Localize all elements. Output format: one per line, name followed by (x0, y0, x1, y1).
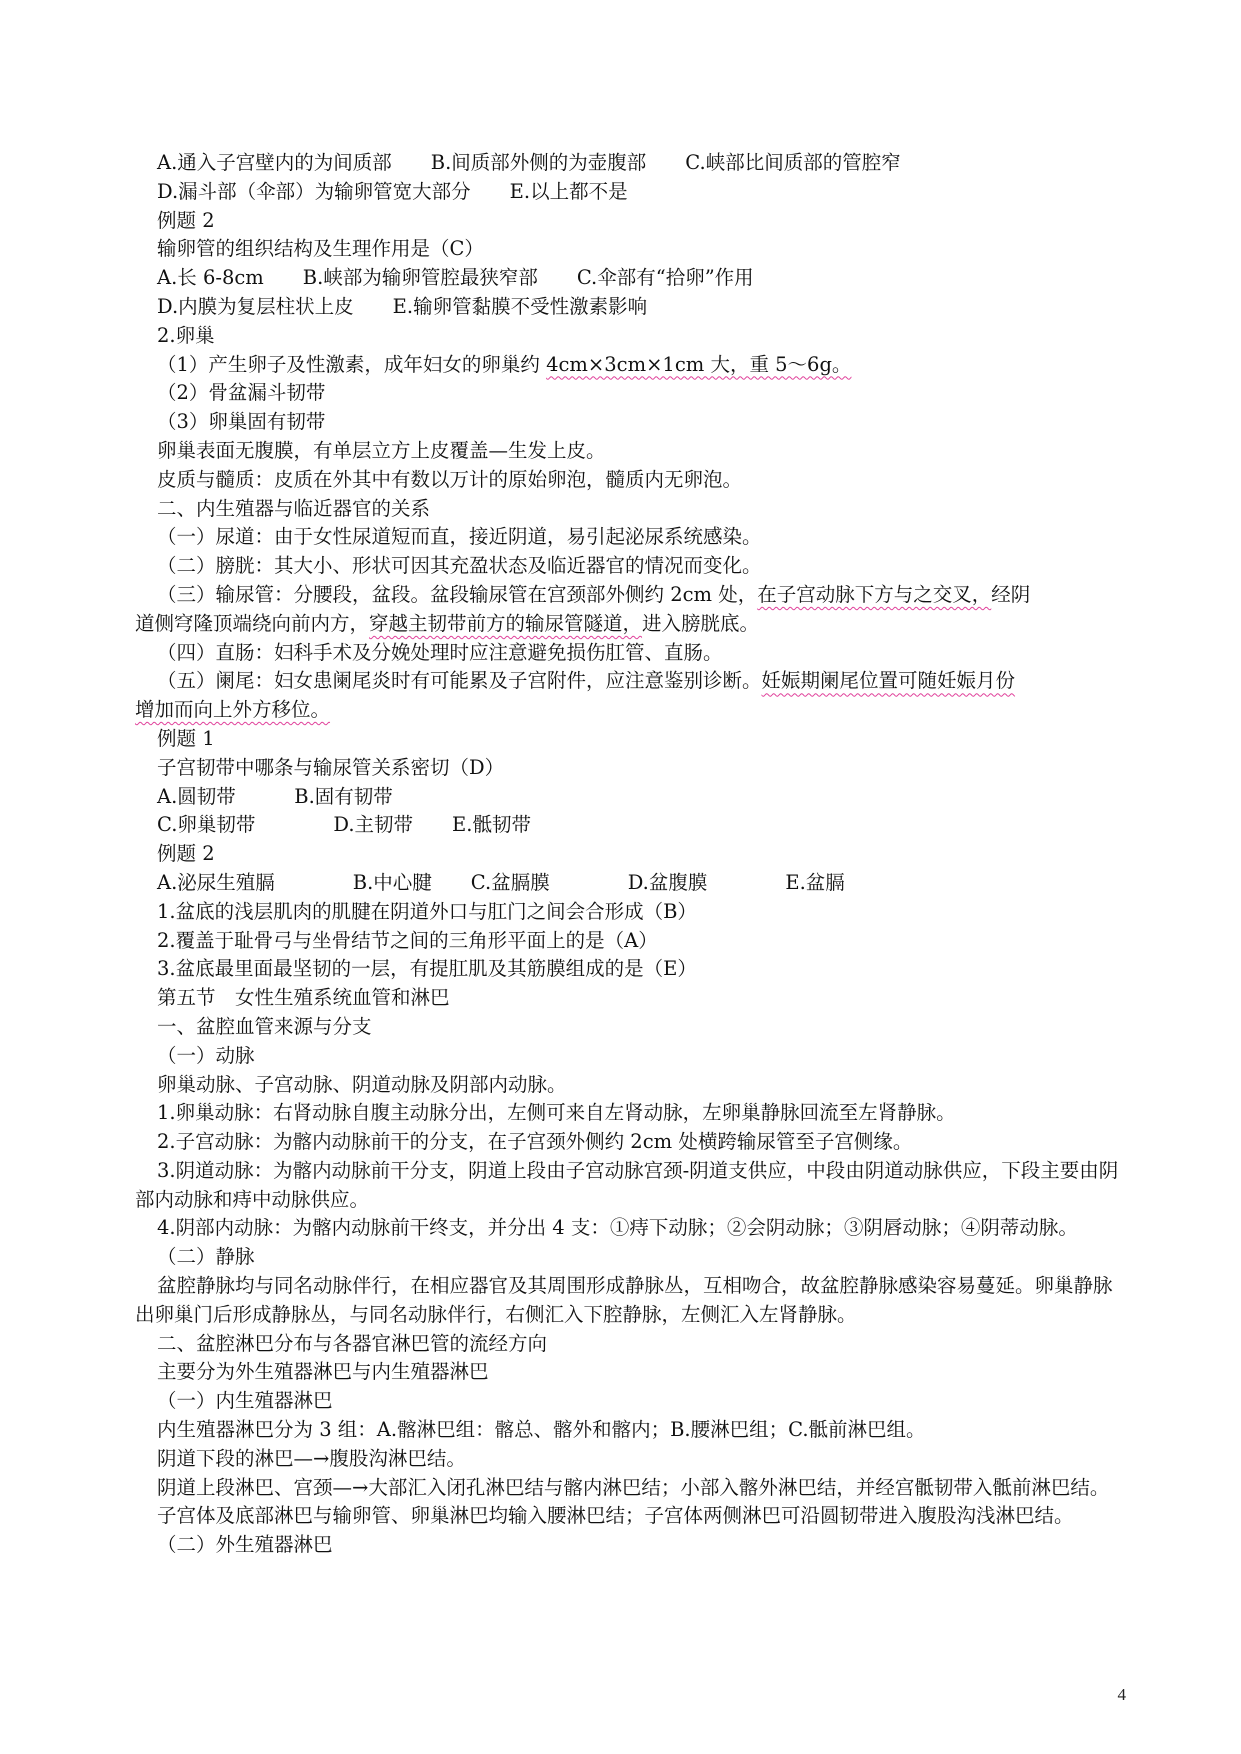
text-line: （2）骨盆漏斗韧带 (157, 381, 326, 405)
text-line: 1.卵巢动脉：右肾动脉自腹主动脉分出，左侧可来自左肾动脉，左卵巢静脉回流至左肾静脉。 (157, 1101, 956, 1125)
text-span: （五）阑尾：妇女患阑尾炎时有可能累及子宫附件，应注意鉴别诊断。 (157, 669, 762, 693)
text-line: 卵巢表面无腹膜，有单层立方上皮覆盖—生发上皮。 (157, 438, 606, 462)
section-heading: （一）动脉 (157, 1043, 255, 1067)
text-span: （1）产生卵子及性激素，成年妇女的卵巢约 (157, 352, 547, 376)
section-heading: 2.卵巢 (157, 323, 215, 347)
paragraph: 子宫体及底部淋巴与输卵管、卵巢淋巴均输入腰淋巴结；子宫体两侧淋巴可沿圆韧带进入腹股沟浅淋巴结。 (157, 1504, 1074, 1528)
text-line (135, 610, 1125, 639)
highlighted-text: 穿越主韧带前方的输尿管隧道， (369, 611, 643, 635)
question-text: 2.覆盖于耻骨弓与坐骨结节之间的三角形平面上的是（A） (157, 928, 658, 952)
example-heading: 例题 2 (157, 208, 215, 232)
text-line: A.泌尿生殖膈 B.中心腱 C.盆膈膜 D.盆腹膜 E.盆膈 (157, 870, 845, 894)
text-line: 主要分为外生殖器淋巴与内生殖器淋巴 (157, 1360, 489, 1384)
section-heading: 第五节 女性生殖系统血管和淋巴 (157, 986, 450, 1010)
highlighted-text: 4cm×3cm×1cm 大，重 5～6g。 (546, 352, 852, 376)
paragraph: 3.阴道动脉：为髂内动脉前干分支，阴道上段由子宫动脉宫颈-阴道支供应，中段由阴道动脉供应，下段主要由阴部内动脉和痔中动脉供应。 (135, 1158, 1119, 1211)
highlighted-text: 增加而向上外方移位。 (135, 698, 331, 722)
example-heading: 例题 2 (157, 842, 215, 866)
highlighted-text: 在子宫动脉下方与之交叉， (757, 582, 992, 606)
text-line: D.漏斗部（伞部）为输卵管宽大部分 E.以上都不是 (157, 179, 628, 203)
section-heading: （二）静脉 (157, 1245, 255, 1269)
paragraph: 盆腔静脉均与同名动脉伴行，在相应器官及其周围形成静脉丛，互相吻合，故盆腔静脉感染容易蔓延。卵巢静脉出卵巢门后形成静脉丛，与同名动脉伴行，右侧汇入下腔静脉，左侧汇入左肾静脉。 (135, 1274, 1113, 1326)
question-text: 3.盆底最里面最坚韧的一层，有提肛肌及其筋膜组成的是（E） (157, 957, 697, 981)
section-heading: 二、内生殖器与临近器官的关系 (157, 496, 431, 520)
text-line: 2.子宫动脉：为髂内动脉前干的分支，在子宫颈外侧约 2cm 处横跨输尿管至子宫侧缘。 (157, 1130, 913, 1154)
page-number: 4 (1117, 1685, 1126, 1704)
text-line (157, 667, 1125, 696)
text-line (135, 696, 1125, 725)
text-line: C.卵巢韧带 D.主韧带 E.骶韧带 (157, 813, 531, 837)
paragraph: 阴道上段淋巴、宫颈—→大部汇入闭孔淋巴结与髂内淋巴结；小部入髂外淋巴结，并经宫骶韧带入骶前淋巴结。 (157, 1475, 1110, 1499)
question-text: 子宫韧带中哪条与输尿管关系密切（D） (157, 755, 505, 779)
text-line: （四）直肠：妇科手术及分娩处理时应注意避免损伤肛管、直肠。 (157, 640, 723, 664)
paragraph: 4.阴部内动脉：为髂内动脉前干终支，并分出 4 支：①痔下动脉；②会阴动脉；③阴唇动脉；④阴蒂动脉。 (157, 1216, 1078, 1240)
text-line: （二）膀胱：其大小、形状可因其充盈状态及临近器官的情况而变化。 (157, 554, 762, 578)
question-text: 1.盆底的浅层肌肉的肌腱在阴道外口与肛门之间会合形成（B） (157, 899, 697, 923)
example-heading: 例题 1 (157, 726, 215, 750)
text-line: A.圆韧带 B.固有韧带 (157, 784, 393, 808)
text-line: 内生殖器淋巴分为 3 组：A.髂淋巴组：髂总、髂外和髂内；B.腰淋巴组；C.骶前淋巴组。 (157, 1418, 926, 1442)
section-heading: （一）内生殖器淋巴 (157, 1389, 333, 1413)
text-line: A.通入子宫壁内的为间质部 B.间质部外侧的为壶腹部 C.峡部比间质部的管腔窄 (157, 151, 901, 174)
page-body (135, 149, 1125, 1560)
text-line (157, 581, 1125, 610)
text-line (157, 351, 1125, 380)
text-line: 皮质与髓质：皮质在外其中有数以万计的原始卵泡，髓质内无卵泡。 (157, 467, 743, 491)
text-span: （三）输尿管：分腰段，盆段。盆段输尿管在宫颈部外侧约 2cm 处， (157, 582, 758, 606)
text-span: 道侧穹隆顶端绕向前内方， (135, 611, 370, 635)
section-heading: 二、盆腔淋巴分布与各器官淋巴管的流经方向 (157, 1331, 548, 1355)
text-span: 经阴 (991, 582, 1031, 606)
text-line: 阴道下段的淋巴—→腹股沟淋巴结。 (157, 1446, 466, 1470)
text-line: （3）卵巢固有韧带 (157, 410, 326, 434)
question-text: 输卵管的组织结构及生理作用是（C） (157, 237, 484, 261)
text-line: A.长 6-8cm B.峡部为输卵管腔最狭窄部 C.伞部有“拾卵”作用 (157, 266, 754, 290)
section-heading: 一、盆腔血管来源与分支 (157, 1014, 372, 1038)
section-heading: （二）外生殖器淋巴 (157, 1533, 333, 1557)
text-span: 进入膀胱底。 (642, 611, 760, 635)
highlighted-text: 妊娠期阑尾位置可随妊娠月份 (761, 669, 1016, 693)
text-line: D.内膜为复层柱状上皮 E.输卵管黏膜不受性激素影响 (157, 294, 648, 318)
text-line: 卵巢动脉、子宫动脉、阴道动脉及阴部内动脉。 (157, 1072, 567, 1096)
text-line: （一）尿道：由于女性尿道短而直，接近阴道，易引起泌尿系统感染。 (157, 525, 762, 549)
